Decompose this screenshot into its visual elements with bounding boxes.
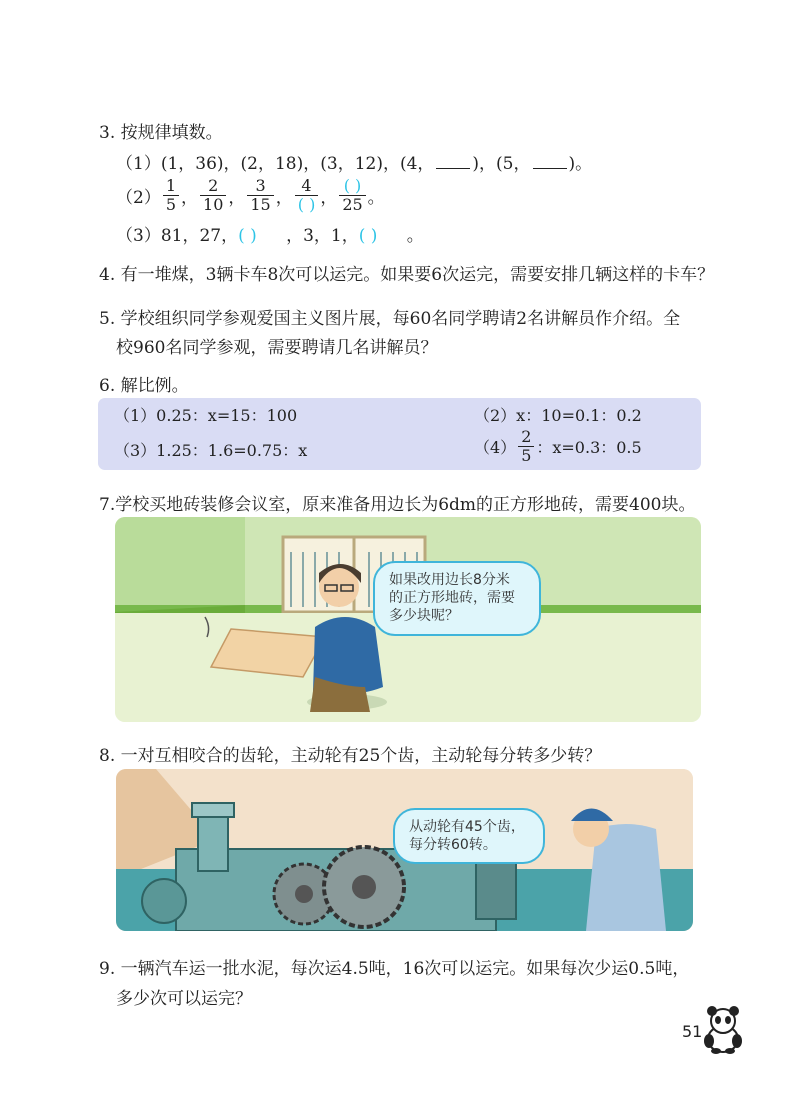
q6-problem-4: [474, 428, 642, 464]
q3-title: 3. 按规律填数。: [99, 123, 223, 143]
gear-machine-illustration: [116, 769, 693, 931]
fraction-4: $\frac{4}{( )}$: [295, 177, 319, 213]
panda-icon: [700, 1005, 746, 1055]
speech-bubble-teacher: [373, 561, 541, 636]
q6-p4-fraction: $\frac{2}{5}$: [518, 428, 534, 464]
q6-p4-prefix: （4）: [474, 437, 517, 457]
q3-line1-text: （1）(1，36)，(2，18)，(3，12)，(4，: [116, 154, 435, 174]
fraction-5: $\frac{( )}{25}$: [339, 177, 365, 213]
fraction-3: $\frac{3}{15}$: [247, 177, 273, 213]
q3-answer-paren-2: ( ): [358, 226, 378, 246]
q6-problem-3: （3）1.25：1.6=0.75：x: [114, 441, 308, 460]
q5-line2: 校960名同学参观，需要聘请几名讲解员？: [116, 338, 438, 358]
bubble-line: 每分转60转。: [409, 837, 497, 854]
q3-blank-1: [436, 167, 470, 169]
q3-line3-a: （3）81，27，: [116, 226, 239, 246]
q8-text: 8. 一对互相咬合的齿轮，主动轮有25个齿，主动轮每分转多少转？: [99, 746, 602, 766]
q3-blank-2: [533, 167, 567, 169]
q7-text: 7.学校买地砖装修会议室，原来准备用边长为6dm的正方形地砖，需要400块。: [99, 495, 696, 515]
q6-p4-suffix: ：x=0.3：0.5: [536, 437, 642, 457]
q3-line1-end: )。: [568, 154, 593, 174]
bubble-line: 多少块呢？: [389, 608, 459, 625]
q9-line1: 9. 一辆汽车运一批水泥，每次运4.5吨，16次可以运完。如果每次少运0.5吨，: [99, 959, 690, 979]
fraction-2: $\frac{2}{10}$: [200, 177, 226, 213]
page-number: 51: [682, 1022, 703, 1041]
q3-answer-paren-1: ( ): [238, 226, 257, 246]
q3-line2: （2） $\frac{1}{5}$ ， $\frac{2}{10}$ ， $\frac{3}{15}$ ， $\frac{4}{( )}$ ， $\frac{( )}{25}$ 。: [116, 175, 385, 214]
q3-line3: [116, 221, 424, 246]
q9-line2: 多少次可以运完？: [116, 989, 252, 1009]
q6-problem-2: （2）x：10=0.1：0.2: [474, 406, 642, 425]
q3-line1: [116, 149, 592, 174]
bubble-line: 如果改用边长8分米: [389, 572, 510, 588]
q5-line1: 5. 学校组织同学参观爱国主义图片展，每60名同学聘请2名讲解员作介绍。全: [99, 309, 681, 329]
q6-title: 6. 解比例。: [99, 376, 189, 396]
q3-line2-prefix: （2）: [116, 187, 161, 208]
q3-line3-b: ，3，1，: [286, 226, 359, 246]
bubble-line: 从动轮有45个齿，: [409, 819, 525, 835]
q4-text: 4. 有一堆煤，3辆卡车8次可以运完。如果要6次运完，需要安排几辆这样的卡车？: [99, 265, 715, 285]
bubble-line: 的正方形地砖，需要: [389, 590, 515, 607]
q6-problem-1: （1）0.25：x=15：100: [114, 406, 298, 425]
fraction-1: $\frac{1}{5}$: [163, 177, 179, 213]
q6-proportion-box: [98, 398, 701, 470]
meeting-room-illustration: [115, 517, 701, 722]
q3-line3-end: 。: [406, 226, 424, 246]
q3-line1-mid: )，(5，: [472, 154, 531, 174]
speech-bubble-worker: [393, 808, 545, 864]
q3-line2-end: 。: [367, 187, 385, 208]
